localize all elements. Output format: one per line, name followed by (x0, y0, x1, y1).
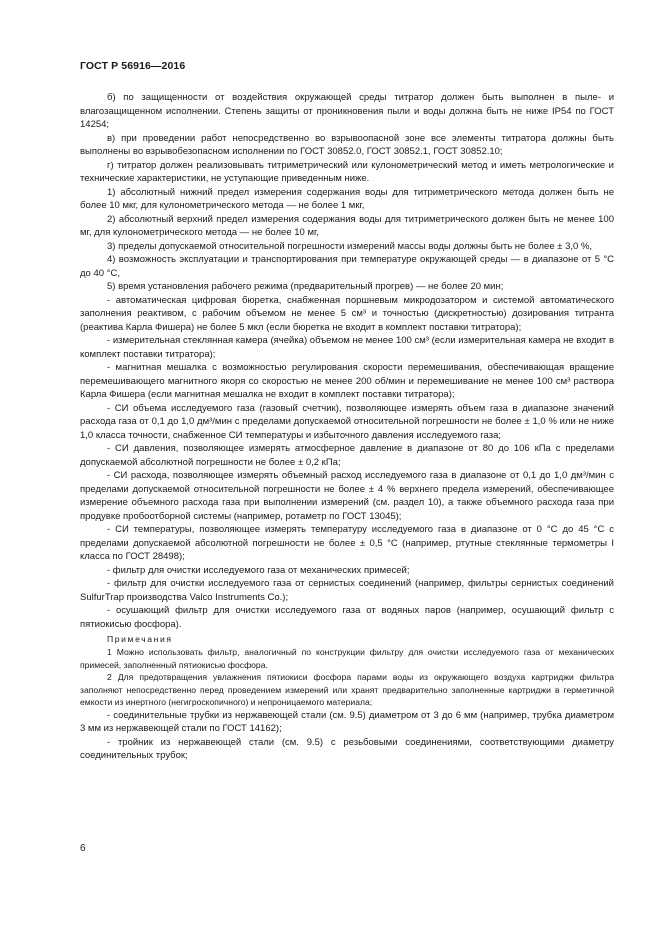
paragraph: - СИ расхода, позволяющее измерять объемный расход исследуемого газа в диапазоне от 0,1 до 1,0 дм³/мин с пределами допускаемой относительной погрешности не более ± 4 % верхнего предела измерений, обеспечивающее измерение объемного расхода газа при выполнении измерений (см. раздел 10), а также объемного расхода газа при продувке пробоотборной системы (например, ротаметр по ГОСТ 13045); (80, 470, 614, 522)
paragraph: 1) абсолютный нижний предел измерения содержания воды для титриметрического метода должен быть не более 10 мкг, для кулонометрического метода — не более 1 мкг, (80, 186, 614, 211)
document-header: ГОСТ Р 56916—2016 (80, 60, 186, 72)
paragraph: г) титратор должен реализовывать титриметрический или кулонометрический метод и иметь метрологические и технические характеристики, не уступающие приведенным ниже. (80, 159, 614, 184)
paragraph: - соединительные трубки из нержавеющей стали (см. 9.5) диаметром от 3 до 6 мм (например, трубка диаметром 3 мм из нержавеющей стали по ГОСТ 14162); (80, 709, 614, 734)
paragraph: 4) возможность эксплуатации и транспортирования при температуре окружающей среды — в диапазоне от 5 °C до 40 °C, (80, 254, 614, 279)
paragraph: 2) абсолютный верхний предел измерения содержания воды для титриметрического должен быть не менее 100 мг, для кулонометрического метода — не более 10 мг, (80, 213, 614, 238)
paragraph: б) по защищенности от воздействия окружающей среды титратор должен быть выполнен в пыле- и влагозащищенном исполнении. Степень защиты от проникновения пыли и воды должна быть не ниже IP54 по ГОСТ 14254; (80, 92, 614, 130)
paragraph: - магнитная мешалка с возможностью регулирования скорости перемешивания, обеспечивающая вращение перемешивающего магнитного якоря со скоростью не менее 200 об/мин и перемешивание не менее 100 см³ раствора Карла Фишера (если магнитная мешалка не входит в комплект поставки титратора); (80, 362, 614, 400)
paragraph: - тройник из нержавеющей стали (см. 9.5) с резьбовыми соединениями, соответствующими диаметру соединительных трубок; (80, 736, 614, 761)
paragraph: - СИ объема исследуемого газа (газовый счетчик), позволяющее измерять объем газа в диапазоне значений расхода газа от 0,1 до 1,0 дм³/мин с пределами допускаемой относительной погрешности не более ± 1,0 % или не ниже 1,0 класса точности, снабженное СИ температуры и избыточного давления исследуемого газа; (80, 402, 614, 441)
paragraph: - автоматическая цифровая бюретка, снабженная поршневым микродозатором и системой автоматического заполнения реактивом, с рабочим объемом не менее 5 см³ и точностью (дискретностью) дозирования титранта (реактива Карла Фишера) не более 5 мкл (если бюретка не входит в комплект поставки титратора); (80, 294, 614, 333)
paragraph: - фильтр для очистки исследуемого газа от сернистых соединений (например, фильтры сернистых соединений SulfurTrap производства Valco Instruments Co.); (80, 578, 614, 603)
paragraph: - СИ температуры, позволяющее измерять температуру исследуемого газа в диапазоне от 0 °C до 45 °C с пределами допускаемой абсолютной погрешности не более ± 0,5 °C (например, ртутные стеклянные термометры I класса по ГОСТ 28498); (80, 524, 614, 562)
paragraph: - фильтр для очистки исследуемого газа от механических примесей; (107, 564, 410, 576)
paragraph: 5) время установления рабочего режима (предварительный прогрев) — не более 20 мин; (107, 281, 504, 292)
page-number: 6 (80, 843, 86, 854)
paragraph: - СИ давления, позволяющее измерять атмосферное давление в диапазоне от 80 до 106 кПа с пределами допускаемой абсолютной погрешности не более ± 0,2 кПа; (80, 443, 614, 468)
note: 2 Для предотвращения увлажнения пятиокиси фосфора парами воды из окружающего воздуха картриджи фильтра заполняют непосредственно перед проведением измерений или хранят предварительно заполненные картриджи в герметичной емкости из инертного (негигроскопичного) и непроницаемого материала; (80, 672, 614, 707)
paragraph: в) при проведении работ непосредственно во взрывоопасной зоне все элементы титратора должны быть выполнены во взрывобезопасном исполнении по ГОСТ 30852.0, ГОСТ 30852.1, ГОСТ 30852.10; (80, 132, 614, 157)
note: 1 Можно использовать фильтр, аналогичный по конструкции фильтру для очистки исследуемого газа от механических примесей, заполненный пятиокисью фосфора. (80, 647, 614, 670)
document-body (80, 91, 614, 763)
notes-title: Примечания (107, 634, 173, 644)
paragraph: 3) пределы допускаемой относительной погрешности измерений массы воды должны быть не более ± 3,0 %, (107, 240, 593, 252)
paragraph: - осушающий фильтр для очистки исследуемого газа от водяных паров (например, осушающий фильтр с пятиокисью фосфора). (80, 605, 614, 630)
paragraph: - измерительная стеклянная камера (ячейка) объемом не менее 100 см³ (если измерительная камера не входит в комплект поставки титратора); (80, 335, 614, 360)
